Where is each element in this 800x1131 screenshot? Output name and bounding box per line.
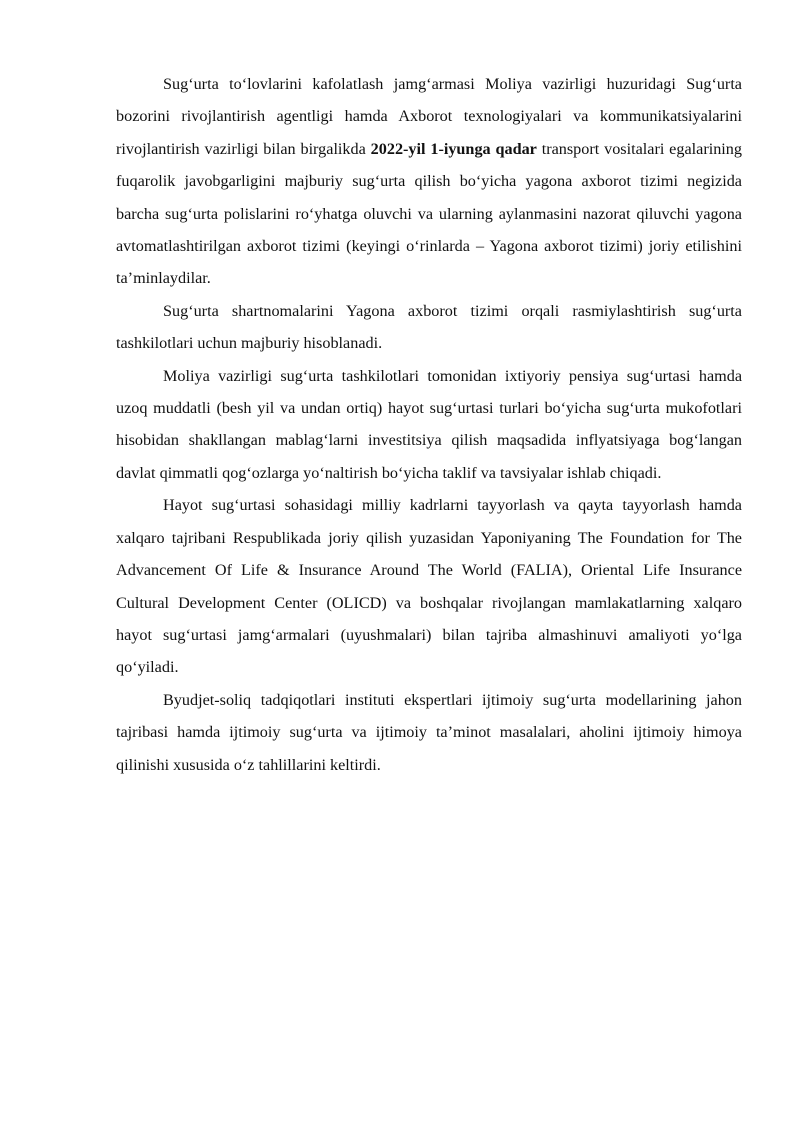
paragraph-text: transport vositalari egalarining fuqarolik javobgarligini majburiy sug‘urta qilish bo‘yicha yagona axborot tizimi negizida barcha sug‘urta polislarini ro‘yhatga oluvchi va ularning aylanmasini nazorat qiluvchi yagona avtomatlashtirilgan axborot tizimi (keyingi o‘rinlarda – Yagona axborot tizimi) joriy etilishini ta’minlaydilar. [116, 139, 742, 288]
paragraph-text: Sug‘urta to‘lovlarini kafolatlash jamg‘armasi Moliya vazirligi huzuridagi Sug‘urta bozorini rivojlantirish agentligi hamda Axborot texnologiyalari va kommunikatsiyalarini rivojlantirish vazirligi bilan birgalikda [116, 75, 742, 158]
paragraph-life-insurance-training: Hayot sug‘urtasi sohasidagi milliy kadrlarni tayyorlash va qayta tayyorlash hamda xalqaro tajribani Respublikada joriy qilish yuzasidan Yaponiyaning The Foundation for The Advancement Of Life & Insurance Around The World (FALIA), Oriental Life Insurance Cultural Development Center (OLICD) va boshqalar rivojlangan mamlakatlarning xalqaro hayot sug‘urtasi jamg‘armalari (uyushmalari) bilan tajriba almashinuvi amaliyoti yo‘lga qo‘yiladi. [116, 496, 742, 677]
deadline-bold-text: 2022-yil 1-iyunga qadar [370, 139, 537, 158]
paragraph-ministry-of-finance: Moliya vazirligi sug‘urta tashkilotlari tomonidan ixtiyoriy pensiya sug‘urtasi hamda uzoq muddatli (besh yil va undan ortiq) hayot sug‘urtasi turlari bo‘yicha sug‘urta mukofotlari hisobidan shakllangan mablag‘larni investitsiya qilish maqsadida inflyatsiyaga bog‘langan davlat qimmatli qog‘ozlarga yo‘naltirish bo‘yicha taklif va tavsiyalar ishlab chiqadi. [116, 366, 742, 482]
paragraph-insurance-contracts: Sug‘urta shartnomalarini Yagona axborot tizimi orqali rasmiylashtirish sug‘urta tashkilotlari uchun majburiy hisoblanadi. [116, 301, 742, 353]
document-page [116, 68, 742, 781]
paragraph-insurance-guarantee-fund [116, 68, 742, 295]
paragraph-budget-tax-research: Byudjet-soliq tadqiqotlari instituti ekspertlari ijtimoiy sug‘urta modellarining jahon tajribasi hamda ijtimoiy sug‘urta va ijtimoiy ta’minot masalalari, aholini ijtimoiy himoya qilinishi xususida o‘z tahlillarini keltirdi. [116, 690, 742, 774]
